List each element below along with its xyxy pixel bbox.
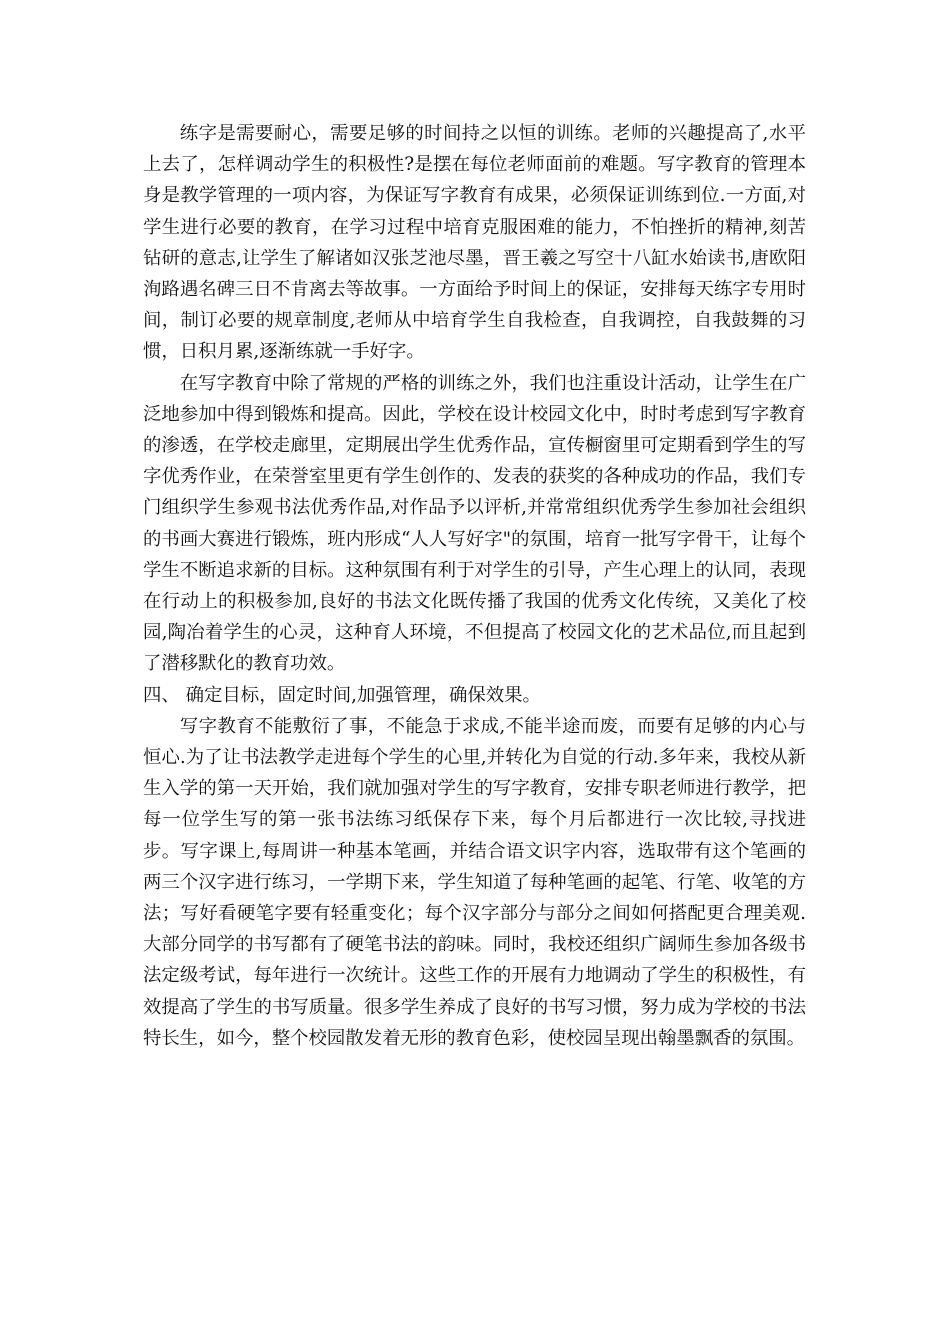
document-body (143, 118, 806, 1054)
paragraph-practice-patience: 练字是需要耐心，需要足够的时间持之以恒的训练。老师的兴趣提高了,水平上去了，怎样调动学生的积极性?是摆在每位老师面前的难题。写字教育的管理本身是教学管理的一项内容，为保证写字教育有成果，必须保证训练到位.一方面,对学生进行必要的教育，在学习过程中培育克服困难的能力，不怕挫折的精神,刻苦钻研的意志,让学生了解诸如汉张芝池尽墨，晋王羲之写空十八缸水始读书,唐欧阳洵路遇名碑三日不肯离去等故事。一方面给予时间上的保证，安排每天练字专用时间，制订必要的规章制度,老师从中培育学生自我检查，自我调控，自我鼓舞的习惯，日积月累,逐渐练就一手好字。 (143, 123, 806, 363)
paragraph-campus-culture: 在写字教育中除了常规的严格的训练之外，我们也注重设计活动，让学生在广泛地参加中得到锻炼和提高。因此，学校在设计校园文化中，时时考虑到写字教育的渗透，在学校走廊里，定期展出学生优秀作品，宣传橱窗里可定期看到学生的写字优秀作业，在荣誉室里更有学生创作的、发表的获奖的各种成功的作品，我们专门组织学生参观书法优秀作品,对作品予以评析,并常常组织优秀学生参加社会组织的书画大赛进行锻炼，班内形成“人人写好字"的氛围，培育一批写字骨干，让每个学生不断追求新的目标。这种氛围有利于对学生的引导，产生心理上的认同，表现在行动上的积极参加,良好的书法文化既传播了我国的优秀文化传统，又美化了校园,陶冶着学生的心灵，这种育人环境，不但提高了校园文化的艺术品位,而且起到了潜移默化的教育功效。 (143, 372, 806, 675)
section-heading-four: 四、 确定目标，固定时间,加强管理，确保效果。 (143, 684, 541, 706)
paragraph-writing-education: 写字教育不能敷衍了事，不能急于求成,不能半途而废，而要有足够的内心与恒心.为了让书法教学走进每个学生的心里,并转化为自觉的行动.多年来，我校从新生入学的第一天开始，我们就加强对学生的写字教育，安排专职老师进行教学，把每一位学生写的第一张书法练习纸保存下来，每个月后都进行一次比较,寻找进步。写字课上,每周讲一种基本笔画，并结合语文识字内容，选取带有这个笔画的两三个汉字进行练习，一学期下来，学生知道了每种笔画的起笔、行笔、收笔的方法；写好看硬笔字要有轻重变化；每个汉字部分与部分之间如何搭配更合理美观.大部分同学的书写都有了硬笔书法的韵味。同时，我校还组织广阔师生参加各级书法定级考试，每年进行一次统计。这些工作的开展有力地调动了学生的积极性，有效提高了学生的书写质量。很多学生养成了良好的书写习惯，努力成为学校的书法特长生，如今，整个校园散发着无形的教育色彩，使校园呈现出翰墨飘香的氛围。 (143, 715, 806, 1049)
